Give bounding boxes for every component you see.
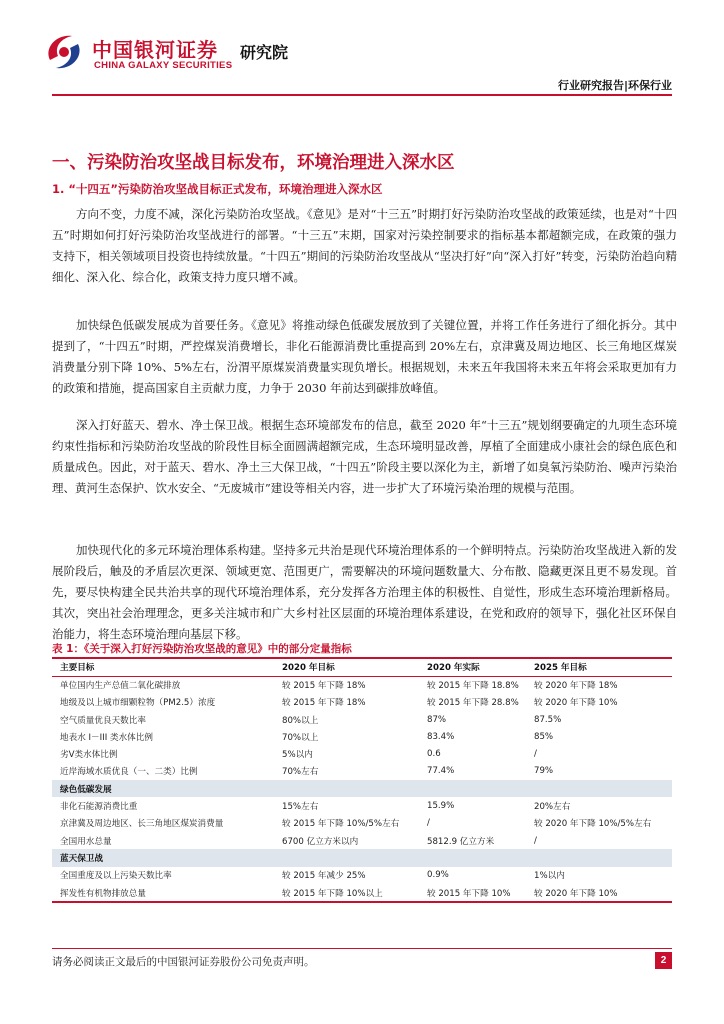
table-cell: 较 2015 年下降 10%/5%左右 <box>282 819 400 830</box>
table-cell <box>274 849 419 866</box>
table-section-row <box>52 849 672 866</box>
table-row <box>52 867 672 884</box>
targets-table <box>52 657 672 903</box>
table-row <box>52 815 672 832</box>
table-cell <box>274 780 419 797</box>
table-cell: 较 2020 年下降 10%/5%左右 <box>534 819 652 830</box>
footer-divider <box>52 948 672 949</box>
table-cell: 较 2020 年下降 10% <box>534 888 618 899</box>
table-header-cell: 2025 年目标 <box>526 659 672 676</box>
table-cell: 全国重度及以上污染天数比率 <box>60 871 172 882</box>
table-header-cell: 2020 年实际 <box>419 659 526 676</box>
galaxy-logo-icon <box>42 30 86 74</box>
table-cell: 5%以内 <box>282 750 313 761</box>
table-cell: 非化石能源消费比重 <box>60 802 138 813</box>
table-cell: 85% <box>534 731 554 742</box>
table-cell: 绿色低碳发展 <box>52 780 274 797</box>
subsection-heading: 1. “十四五”污染防治攻坚战目标正式发布，环境治理进入深水区 <box>52 182 383 196</box>
table-cell: 地表水 I－III 类水体比例 <box>60 732 153 743</box>
table-row <box>52 728 672 745</box>
table-cell: 较 2020 年下降 18% <box>534 681 618 692</box>
table-cell <box>419 849 526 866</box>
table-cell: 较 2015 年下降 10% <box>427 888 511 899</box>
table-cell: 70%以上 <box>282 732 319 743</box>
table-cell: 15%左右 <box>282 802 319 813</box>
table-cell: / <box>534 749 537 760</box>
table-cell: 较 2015 年下降 18% <box>282 681 366 692</box>
table-cell: 较 2015 年下降 18.8% <box>427 681 519 692</box>
table-cell <box>419 780 526 797</box>
table-cell: 近岸海域水质优良（一、二类）比例 <box>60 767 198 778</box>
page-header <box>0 0 724 100</box>
table-row <box>52 797 672 814</box>
table-cell <box>526 780 672 797</box>
table-cell: 70%左右 <box>282 767 319 778</box>
table-cell: 全国用水总量 <box>60 836 112 847</box>
body-paragraph: 加快绿色低碳发展成为首要任务。《意见》将推动绿色低碳发展放到了关键位置，并将工作任务进行了细化拆分。其中提到了，“十四五”时期，严控煤炭消费增长，非化石能源消费比重提高到 20%左右，京津冀及周边地区、长三角地区煤炭消费量分别下降 10%、5%左右，汾渭平原煤炭消费量实现负增长。根据规划，未来五年我国将未来五年将会采取更加有力的政策和措施，提高国家自主贡献力度，力争于 2030 年前达到碳排放峰值。 <box>52 318 677 395</box>
table-row <box>52 832 672 849</box>
table-cell: 挥发性有机物排放总量 <box>60 888 146 899</box>
table-caption: 表 1：《关于深入打好污染防治攻坚战的意见》中的部分定量指标 <box>52 643 352 655</box>
table-cell: 较 2015 年下降 10%以上 <box>282 888 383 899</box>
table-cell: / <box>534 835 537 846</box>
table-header-cell: 主要目标 <box>52 659 274 676</box>
table-row <box>52 763 672 780</box>
section-heading: 一、污染防治攻坚战目标发布，环境治理进入深水区 <box>52 153 455 173</box>
table-cell: 较 2015 年下降 28.8% <box>427 698 519 709</box>
body-paragraph: 深入打好蓝天、碧水、净土保卫战。根据生态环境部发布的信息，截至 2020 年“十三五”规划纲要确定的九项生态环境约束性指标和污染防治攻坚战的阶段性目标全面圆满超额完成，生态环境明显改善，厚植了全面建成小康社会的绿色底色和质量成色。因此，对于蓝天、碧水、净土三大保卫战，“十四五”阶段主要以深化为主，新增了如臭氧污染防治、噪声污染治理、黄河生态保护、饮水安全、“无废城市”建设等相关内容，进一步扩大了环境污染治理的规模与范围。 <box>52 418 677 495</box>
table-cell: / <box>427 818 430 829</box>
table-cell: 蓝天保卫战 <box>52 849 274 866</box>
table-cell: 单位国内生产总值二氧化碳排放 <box>60 681 181 692</box>
table-cell: 地级及以上城市细颗粒物（PM2.5）浓度 <box>60 698 216 709</box>
body-paragraph: 方向不变，力度不减，深化污染防治攻坚战。《意见》是对“十三五”时期打好污染防治攻坚战的政策延续，也是对“十四五”时期如何打好污染防治攻坚战进行的部署。“十三五”末期，国家对污染控制要求的指标基本都超额完成，在政策的强力支持下，相关领域项目投资也持续放量。“十四五”期间的污染防治攻坚战从“坚决打好”向“深入打好”转变，污染防治趋向精细化、深入化、综合化，政策支持力度只增不减。 <box>52 207 677 284</box>
table-cell: 20%左右 <box>534 802 571 813</box>
table-cell: 较 2020 年下降 10% <box>534 698 618 709</box>
table-row <box>52 745 672 762</box>
table-cell <box>526 849 672 866</box>
table-cell: 较 2015 年减少 25% <box>282 871 366 882</box>
body-paragraph: 加快现代化的多元环境治理体系构建。坚持多元共治是现代环境治理体系的一个鲜明特点。污染防治攻坚战进入新的发展阶段后，触及的矛盾层次更深、领域更宽、范围更广，需要解决的环境问题数量大、分布散、隐藏更深且更不易发现。首先，要尽快构建全民共治共享的现代环境治理体系，充分发挥各方治理主体的积极性、自觉性，形成生态环境治理新格局。其次，突出社会治理理念，更多关注城市和广大乡村社区层面的环境治理体系建设，在党和政府的领导下，强化社区环保自治能力，将生态环境治理向基层下移。 <box>52 543 677 641</box>
disclaimer-text: 请务必阅读正文最后的中国银河证券股份公司免责声明。 <box>52 956 315 968</box>
table-cell: 较 2015 年下降 18% <box>282 698 366 709</box>
table-row <box>52 694 672 711</box>
table-cell: 0.6 <box>427 749 441 760</box>
table-cell: 87% <box>427 714 447 725</box>
table-header-row <box>52 659 672 676</box>
table-cell: 5812.9 亿立方米 <box>427 836 495 847</box>
table-row <box>52 676 672 693</box>
institute-label: 研究院 <box>240 43 289 62</box>
table-cell: 6700 亿立方米以内 <box>282 836 359 847</box>
table-row <box>52 711 672 728</box>
page-number: 2 <box>655 952 672 969</box>
table-row <box>52 884 672 901</box>
logo-english-name: CHINA GALAXY SECURITIES <box>94 60 233 71</box>
table-cell: 15.9% <box>427 801 455 812</box>
table-cell: 79% <box>534 766 554 777</box>
table-section-row <box>52 780 672 797</box>
table-cell: 劣Ⅴ类水体比例 <box>60 750 118 761</box>
header-divider <box>52 94 672 96</box>
table-cell: 京津冀及周边地区、长三角地区煤炭消费量 <box>60 819 224 830</box>
table-header-cell: 2020 年目标 <box>274 659 419 676</box>
table-cell: 80%以上 <box>282 715 319 726</box>
logo-chinese-name: 中国银河证券 <box>92 38 218 62</box>
table-cell: 1%以内 <box>534 871 565 882</box>
table-cell: 空气质量优良天数比率 <box>60 715 146 726</box>
report-type: 行业研究报告|环保行业 <box>557 79 672 92</box>
table-cell: 77.4% <box>427 766 455 777</box>
table-cell: 83.4% <box>427 731 455 742</box>
table-cell: 87.5% <box>534 714 562 725</box>
table-cell: 0.9% <box>427 870 449 881</box>
